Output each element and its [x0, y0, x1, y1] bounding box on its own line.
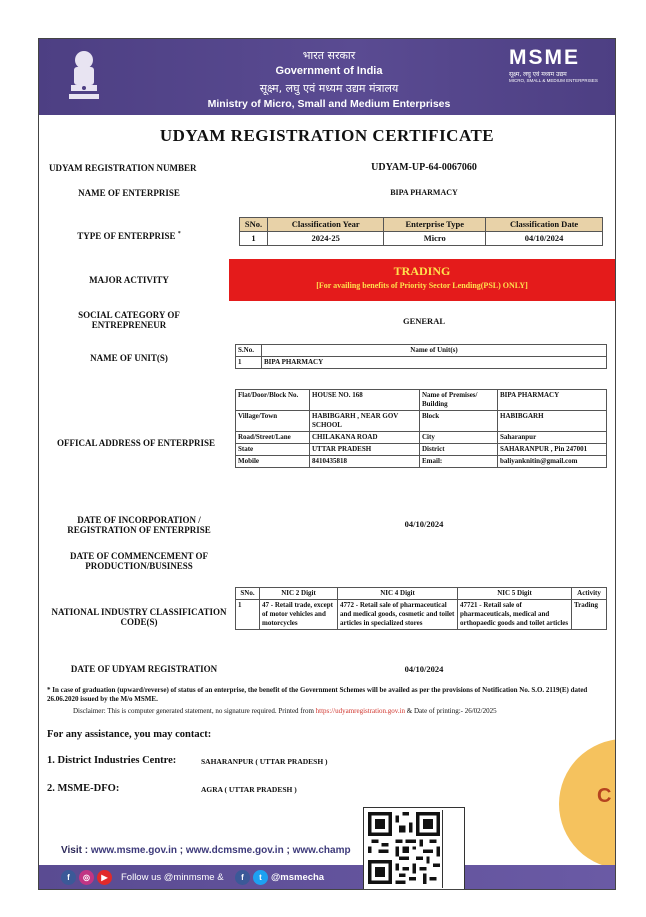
enterprise-name-value: BIPA PHARMACY	[390, 188, 458, 197]
visit-prefix: Visit :	[61, 845, 89, 856]
table-header-cell: NIC 2 Digit	[260, 588, 338, 600]
msme-logo-sub-english: MICRO, SMALL & MEDIUM ENTERPRISES	[509, 78, 598, 83]
instagram-icon[interactable]: ◎	[79, 870, 94, 885]
table-cell: Road/Street/Lane	[236, 432, 310, 444]
disclaimer-suffix: & Date of printing:- 26/02/2025	[406, 707, 497, 715]
facebook-icon[interactable]: f	[235, 870, 250, 885]
table-header-cell: Name of Unit(s)	[262, 345, 607, 357]
table-cell: Mobile	[236, 456, 310, 468]
table-header-cell: Activity	[572, 588, 607, 600]
table-cell: 47721 - Retail sale of pharmaceuticals, medical and orthopaedic goods and toilet articles	[458, 600, 572, 630]
major-activity-label: MAJOR ACTIVITY	[89, 275, 169, 285]
separator: ;	[179, 845, 184, 856]
msme-logo-word: MSME	[509, 46, 580, 69]
table-cell: Saharanpur	[498, 432, 607, 444]
dfo-value: AGRA ( UTTAR PRADESH )	[201, 785, 297, 794]
table-row	[236, 456, 607, 468]
table-cell: Micro	[384, 232, 486, 246]
table-header-cell: NIC 5 Digit	[458, 588, 572, 600]
dfo-label: 2. MSME-DFO:	[47, 783, 120, 794]
table-header-row	[236, 588, 607, 600]
major-activity-note: [For availing benefits of Priority Sector Lending(PSL) ONLY]	[316, 281, 528, 290]
enterprise-type-label-text: TYPE OF ENTERPRISE	[77, 231, 176, 241]
table-cell: Trading	[572, 600, 607, 630]
table-cell: 8410435818	[310, 456, 420, 468]
nic-codes-table	[235, 587, 607, 630]
table-cell: HABIBGARH	[498, 411, 607, 432]
msme-logo	[509, 47, 601, 83]
unit-names-label: NAME OF UNIT(S)	[90, 353, 168, 363]
table-cell: Name of Premises/ Building	[420, 390, 498, 411]
qr-code-frame	[363, 807, 465, 890]
table-row	[236, 357, 607, 369]
table-row	[236, 444, 607, 456]
header-english-gov: Government of India	[275, 65, 383, 77]
table-header-cell: SNo.	[240, 218, 268, 232]
enterprise-name-label: NAME OF ENTERPRISE	[78, 188, 180, 198]
header-english-ministry: Ministry of Micro, Small and Medium Enterprises	[207, 98, 451, 110]
table-header-cell: Classification Year	[268, 218, 384, 232]
official-address-table	[235, 389, 607, 468]
follow-us-text: Follow us @minmsme &	[121, 872, 224, 883]
site-link-champ[interactable]: www.champ	[292, 845, 351, 856]
table-cell: District	[420, 444, 498, 456]
site-link-msme[interactable]: www.msme.gov.in	[90, 845, 177, 856]
dic-label: 1. District Industries Centre:	[47, 755, 177, 766]
table-header-row	[240, 218, 603, 232]
udyam-date-value: 04/10/2024	[404, 664, 444, 674]
table-header-cell: SNo.	[236, 588, 260, 600]
visit-links	[61, 845, 367, 856]
assistance-heading: For any assistance, you may contact:	[47, 729, 212, 740]
table-cell: 4772 - Retail sale of pharmaceutical and medical goods, cosmetic and toilet articles in specialized stores	[338, 600, 458, 630]
disclaimer-link[interactable]: https://udyamregistration.gov.in	[315, 707, 406, 715]
major-activity-value: TRADING	[393, 264, 451, 278]
table-cell: 2024-25	[268, 232, 384, 246]
social-category-value: GENERAL	[402, 316, 446, 326]
table-cell: 47 - Retail trade, except of motor vehicles and motorcycles	[260, 600, 338, 630]
header-hindi-gov: भारत सरकार	[302, 49, 356, 62]
table-header-row	[236, 345, 607, 357]
dic-value: SAHARANPUR ( UTTAR PRADESH )	[201, 757, 328, 766]
qr-code-icon	[368, 812, 440, 884]
official-address-label: OFFICAL ADDRESS OF ENTERPRISE	[57, 438, 215, 448]
table-header-cell: Enterprise Type	[384, 218, 486, 232]
table-cell: SAHARANPUR , Pin 247001	[498, 444, 607, 456]
table-cell: Email:	[420, 456, 498, 468]
incorporation-date-value: 04/10/2024	[404, 519, 444, 529]
commencement-date-label: DATE OF COMMENCEMENT OF PRODUCTION/BUSINESS	[69, 551, 209, 571]
udyam-date-label: DATE OF UDYAM REGISTRATION	[70, 664, 218, 674]
nic-codes-label: NATIONAL INDUSTRY CLASSIFICATION CODE(S)	[51, 607, 227, 627]
enterprise-type-label	[49, 229, 209, 241]
certificate-sheet	[38, 38, 616, 890]
table-row	[236, 600, 607, 630]
site-link-dcmsme[interactable]: www.dcmsme.gov.in	[185, 845, 284, 856]
table-row	[240, 232, 603, 246]
major-activity-box	[229, 259, 615, 301]
disclaimer-prefix: Disclaimer: This is computer generated statement, no signature required. Printed from	[73, 707, 314, 715]
table-header-cell: S.No.	[236, 345, 262, 357]
separator: ;	[286, 845, 290, 856]
table-cell: Village/Town	[236, 411, 310, 432]
twitter-icon[interactable]: t	[253, 870, 268, 885]
msme-logo-sub-hindi: सूक्ष्म, लघु एवं मध्यम उद्यम	[509, 71, 567, 78]
table-cell: UTTAR PRADESH	[310, 444, 420, 456]
table-cell: 1	[236, 357, 262, 369]
registration-number-value: UDYAM-UP-64-0067060	[371, 162, 477, 173]
national-emblem-icon	[61, 47, 107, 105]
table-cell: baliyanknitin@gmail.com	[498, 456, 607, 468]
qr-blank-area	[442, 810, 464, 888]
social-category-label: SOCIAL CATEGORY OF ENTREPRENEUR	[78, 310, 180, 330]
table-cell: 04/10/2024	[486, 232, 603, 246]
graduation-footnote: * In case of graduation (upward/reverse) of status of an enterprise, the benefit of the Government Schemes will be availed as per the provisions of Notification No. S.O. 2119(E) dated 26.06.2020 issued by the M/o MSME.	[47, 686, 588, 703]
table-cell: 1	[240, 232, 268, 246]
table-cell: CHILAKANA ROAD	[310, 432, 420, 444]
header-hindi-ministry: सूक्ष्म, लघु एवं मध्यम उद्यम मंत्रालय	[259, 82, 399, 95]
table-row	[236, 411, 607, 432]
unit-names-table	[235, 344, 607, 369]
table-cell: HOUSE NO. 168	[310, 390, 420, 411]
table-cell: City	[420, 432, 498, 444]
secondary-handle: @msmecha	[271, 872, 325, 883]
registration-number-label: UDYAM REGISTRATION NUMBER	[49, 163, 197, 173]
enterprise-type-asterisk: *	[177, 231, 181, 237]
table-header-cell: NIC 4 Digit	[338, 588, 458, 600]
table-cell: BIPA PHARMACY	[262, 357, 607, 369]
table-cell: Block	[420, 411, 498, 432]
facebook-icon[interactable]: f	[61, 870, 76, 885]
table-header-cell: Classification Date	[486, 218, 603, 232]
decorative-letter: C	[597, 785, 612, 807]
table-row	[236, 390, 607, 411]
table-cell: BIPA PHARMACY	[498, 390, 607, 411]
enterprise-type-table	[239, 217, 603, 246]
gov-header	[39, 39, 615, 115]
table-cell: State	[236, 444, 310, 456]
table-cell: HABIBGARH , NEAR GOV SCHOOL	[310, 411, 420, 432]
footer-bar	[39, 865, 615, 890]
table-cell: 1	[236, 600, 260, 630]
table-row	[236, 432, 607, 444]
incorporation-date-label: DATE OF INCORPORATION / REGISTRATION OF ENTERPRISE	[67, 515, 211, 535]
table-cell: Flat/Door/Block No.	[236, 390, 310, 411]
certificate-title: UDYAM REGISTRATION CERTIFICATE	[159, 126, 495, 145]
youtube-icon[interactable]: ▶	[97, 870, 112, 885]
disclaimer	[73, 707, 613, 716]
